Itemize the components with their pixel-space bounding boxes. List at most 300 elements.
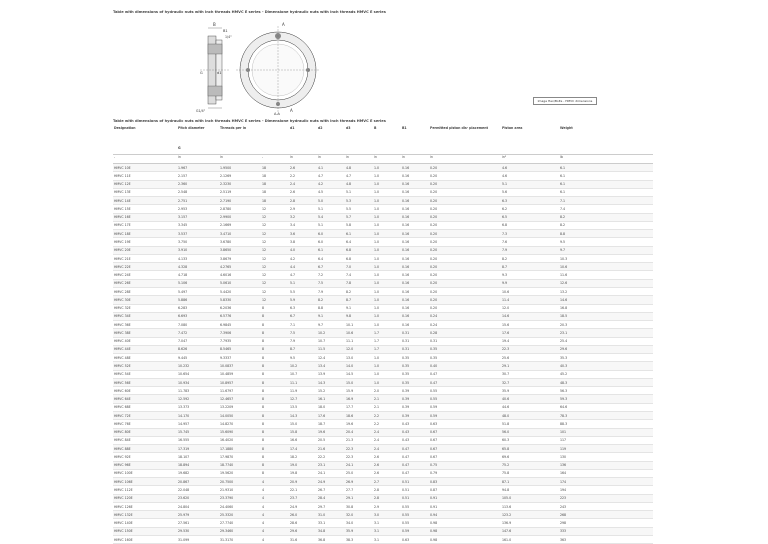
table-cell: 7.9	[501, 246, 559, 254]
table-cell: 6.693	[177, 312, 219, 320]
table-cell: 1.0	[373, 304, 401, 312]
table-cell: 12.4657	[219, 395, 261, 403]
table-cell: 0.16	[401, 197, 429, 205]
table-cell: 1.0	[373, 321, 401, 329]
sub-5	[317, 146, 345, 155]
table-cell: 23.1	[317, 461, 345, 469]
table-cell: 0.20	[429, 238, 501, 246]
table-cell: 18	[261, 164, 289, 172]
table-row	[113, 197, 653, 205]
table-row	[113, 205, 653, 213]
table-cell: 16.4020	[219, 436, 261, 444]
table-cell: 8	[261, 403, 289, 411]
label-G: G	[200, 71, 203, 75]
row-designation: HMVC 34E	[113, 312, 177, 320]
table-row	[113, 188, 653, 196]
table-cell: 4.6	[501, 172, 559, 180]
table-cell: 29.1	[501, 362, 559, 370]
table-cell: 0.40	[429, 362, 501, 370]
table-cell: 14.3	[317, 378, 345, 386]
table-cell: 5.7	[345, 213, 373, 221]
table-cell: 7.2	[317, 271, 345, 279]
table-cell: 0.20	[429, 287, 501, 295]
table-cell: 14.957	[177, 420, 219, 428]
table-cell: 31.3170	[219, 535, 261, 543]
table-cell: 3.910	[177, 246, 219, 254]
table-row	[113, 321, 653, 329]
table-cell: 14.0050	[219, 411, 261, 419]
table-row	[113, 337, 653, 345]
table-cell: 23.1	[559, 329, 653, 337]
table-row	[113, 387, 653, 395]
table-cell: 11.783	[177, 387, 219, 395]
table-cell: 19.682	[177, 469, 219, 477]
table-cell: 20.867	[177, 478, 219, 486]
table-cell: 75.2	[501, 461, 559, 469]
table-cell: 0.67	[429, 436, 501, 444]
table-cell: 31.099	[177, 535, 219, 543]
table-cell: 25.3320	[219, 511, 261, 519]
table-cell: 6.4	[345, 238, 373, 246]
table-cell: 18.6	[345, 411, 373, 419]
table-cell: 0.20	[429, 188, 501, 196]
table-cell: 16.555	[177, 436, 219, 444]
row-designation: HMVC 38E	[113, 329, 177, 337]
label-B: B	[213, 22, 216, 27]
table-cell: 8	[261, 411, 289, 419]
table-cell: 6.1	[559, 164, 653, 172]
col-threads: Threads per in	[220, 126, 247, 130]
table-cell: 136	[559, 461, 653, 469]
table-cell: 0.24	[429, 312, 501, 320]
table-cell: 0.39	[401, 387, 429, 395]
table-cell: 10.3	[559, 254, 653, 262]
row-designation: HMVC 44E	[113, 345, 177, 353]
table-cell: 1.0	[373, 221, 401, 229]
table-cell: 3.4710	[219, 230, 261, 238]
table-cell: 5.5	[289, 287, 317, 295]
table-cell: 15.0	[345, 378, 373, 386]
table-cell: 0.16	[401, 188, 429, 196]
table-cell: 0.31	[401, 337, 429, 345]
table-cell: 2.3230	[219, 180, 261, 188]
table-cell: 0.16	[401, 205, 429, 213]
row-designation: HMVC 30E	[113, 296, 177, 304]
table-cell: 8	[261, 387, 289, 395]
table-cell: 1.0	[373, 230, 401, 238]
table-cell: 5.0	[317, 197, 345, 205]
row-designation: HMVC 54E	[113, 370, 177, 378]
table-cell: 0.20	[429, 180, 501, 188]
table-row	[113, 469, 653, 477]
table-cell: 1.7	[373, 345, 401, 353]
table-cell: 1.0	[373, 164, 401, 172]
col-admissible: Permitted piston dis- placement	[430, 126, 489, 130]
table-cell: 2.8	[289, 197, 317, 205]
table-cell: 12.0	[501, 304, 559, 312]
row-designation: HMVC 48E	[113, 354, 177, 362]
table-cell: 0.47	[401, 469, 429, 477]
table-cell: 0.39	[401, 403, 429, 411]
table-cell: 0.20	[429, 221, 501, 229]
table-cell: 0.35	[401, 378, 429, 386]
table-cell: 2.4	[373, 445, 401, 453]
table-cell: 5.497	[177, 287, 219, 295]
table-cell: 17.7	[345, 403, 373, 411]
table-cell: 0.20	[429, 164, 501, 172]
table-cell: 0.94	[429, 511, 501, 519]
table-cell: 10.6	[345, 329, 373, 337]
table-cell: 21.3	[345, 436, 373, 444]
table-cell: 26.0	[289, 511, 317, 519]
table-cell: 6.7	[289, 312, 317, 320]
unit-0: -	[113, 155, 177, 164]
label-B1: B1	[223, 29, 228, 33]
table-cell: 9.445	[177, 354, 219, 362]
table-cell: 0.20	[429, 197, 501, 205]
table-cell: 6.9845	[219, 321, 261, 329]
table-cell: 4.1	[317, 164, 345, 172]
table-cell: 29.6	[559, 345, 653, 353]
label-thread2: G1/4"	[196, 109, 206, 113]
table-cell: 16.8	[559, 304, 653, 312]
table-cell: 5.4	[317, 213, 345, 221]
table-cell: 33.1	[317, 519, 345, 527]
table-cell: 6.283	[177, 304, 219, 312]
table-cell: 6.4	[317, 254, 345, 262]
row-designation: HMVC 13E	[113, 188, 177, 196]
table-cell: 88.3	[559, 420, 653, 428]
table-cell: 11.9	[289, 387, 317, 395]
table-cell: 0.55	[429, 395, 501, 403]
table-cell: 0.20	[429, 230, 501, 238]
table-cell: 10.232	[177, 362, 219, 370]
table-cell: 0.43	[401, 420, 429, 428]
table-cell: 18	[261, 172, 289, 180]
label-d1: d1	[217, 71, 222, 75]
table-cell: 0.59	[429, 411, 501, 419]
table-cell: 36.8	[317, 535, 345, 543]
unit-6: in	[345, 155, 373, 164]
table-cell: 8	[261, 329, 289, 337]
table-cell: 5.5	[345, 205, 373, 213]
table-row	[113, 370, 653, 378]
table-cell: 7.3	[501, 230, 559, 238]
col-d3: d3	[346, 126, 351, 130]
table-cell: 0.47	[429, 370, 501, 378]
table-cell: 65.8	[501, 445, 559, 453]
table-cell: 15.2	[317, 387, 345, 395]
table-row	[113, 304, 653, 312]
table-cell: 10.1	[345, 321, 373, 329]
table-cell: 24.4060	[219, 502, 261, 510]
table-cell: 6.1	[345, 230, 373, 238]
table-cell: 0.67	[429, 428, 501, 436]
table-cell: 1.0	[373, 263, 401, 271]
table-cell: 0.59	[401, 527, 429, 535]
table-cell: 0.28	[429, 329, 501, 337]
table-cell: 27.7740	[219, 519, 261, 527]
table-cell: 0.39	[401, 411, 429, 419]
table-cell: 29.3460	[219, 527, 261, 535]
table-cell: 48.0	[501, 411, 559, 419]
label-A-bottom: A	[290, 108, 293, 113]
table-cell: 6.1	[559, 172, 653, 180]
col-weight: Weight	[560, 126, 573, 130]
table-cell: 21.9310	[219, 486, 261, 494]
table-cell: 12	[261, 279, 289, 287]
table-cell: 23.3790	[219, 494, 261, 502]
table-cell: 3.157	[177, 213, 219, 221]
table-cell: 24.1	[345, 461, 373, 469]
table-cell: 1.0	[373, 246, 401, 254]
table-cell: 0.35	[429, 345, 501, 353]
table-cell: 4.718	[177, 271, 219, 279]
table-cell: 22.2	[317, 453, 345, 461]
table-cell: 4	[261, 494, 289, 502]
table-cell: 45.2	[559, 370, 653, 378]
table-cell: 12	[261, 213, 289, 221]
table-cell: 1.0	[373, 370, 401, 378]
table-cell: 0.20	[429, 304, 501, 312]
table-cell: 8	[261, 428, 289, 436]
table-cell: 7.1	[289, 321, 317, 329]
sub-11	[559, 146, 653, 155]
table-cell: 12	[261, 246, 289, 254]
table-cell: 44.6	[501, 403, 559, 411]
table-cell: 4	[261, 478, 289, 486]
table-cell: 4.8	[345, 180, 373, 188]
table-cell: 13.4	[317, 362, 345, 370]
table-cell: 23.620	[177, 494, 219, 502]
table-cell: 22.3	[345, 453, 373, 461]
table-cell: 0.31	[401, 329, 429, 337]
table-cell: 11.5	[317, 345, 345, 353]
table-cell: 0.16	[401, 321, 429, 329]
table-cell: 1.0	[373, 180, 401, 188]
table-cell: 6.1	[317, 246, 345, 254]
table-cell: 7.0	[345, 263, 373, 271]
table-cell: 0.51	[401, 494, 429, 502]
table-cell: 10.654	[177, 370, 219, 378]
table-cell: 17.319	[177, 445, 219, 453]
table-cell: 30.7	[501, 370, 559, 378]
table-row	[113, 461, 653, 469]
table-cell: 23.7	[289, 494, 317, 502]
row-designation: HMVC 20E	[113, 246, 177, 254]
col-B1: B1	[402, 126, 407, 130]
table-cell: 1.0	[373, 213, 401, 221]
table-cell: 18	[261, 180, 289, 188]
table-cell: 27.7	[345, 486, 373, 494]
table-cell: 8.8	[317, 304, 345, 312]
table-row	[113, 180, 653, 188]
table-cell: 14.3	[289, 411, 317, 419]
table-cell: 9.3337	[219, 354, 261, 362]
table-cell: 6.7	[317, 263, 345, 271]
row-designation: HMVC 24E	[113, 271, 177, 279]
table-cell: 8.5465	[219, 345, 261, 353]
table-cell: 32.7	[501, 378, 559, 386]
table-cell: 21.6	[317, 445, 345, 453]
table-cell: 34.0	[345, 519, 373, 527]
table-cell: 18.7	[317, 420, 345, 428]
table-cell: 15.0	[289, 420, 317, 428]
table-cell: 5.886	[177, 296, 219, 304]
table-row	[113, 164, 653, 172]
col-B: B	[374, 126, 377, 130]
table-cell: 1.0	[373, 254, 401, 262]
table-cell: 0.16	[401, 172, 429, 180]
table-row	[113, 445, 653, 453]
table-cell: 5.106	[177, 279, 219, 287]
col-pitch: Pitch diameter	[178, 126, 205, 130]
table-cell: 4.8	[345, 164, 373, 172]
table-cell: 10.2	[317, 329, 345, 337]
table-row	[113, 172, 653, 180]
table-cell: 1.967	[177, 164, 219, 172]
table-cell: 2.4	[289, 180, 317, 188]
table-row	[113, 354, 653, 362]
table-cell: 13.2	[559, 287, 653, 295]
unit-11: lb	[559, 155, 653, 164]
table-cell: 94.8	[501, 486, 559, 494]
table-cell: 2.8780	[219, 205, 261, 213]
table-cell: 8	[261, 362, 289, 370]
table-cell: 9.5	[289, 354, 317, 362]
table-cell: 14.6	[501, 312, 559, 320]
table-cell: 60.3	[501, 436, 559, 444]
table-cell: 0.63	[401, 535, 429, 543]
table-cell: 78.3	[559, 411, 653, 419]
table-cell: 298	[559, 519, 653, 527]
row-designation: HMVC 88E	[113, 445, 177, 453]
row-designation: HMVC 80E	[113, 428, 177, 436]
table-cell: 0.47	[429, 378, 501, 386]
unit-9: in	[429, 155, 501, 164]
sub-7	[373, 146, 401, 155]
table-cell: 0.16	[401, 304, 429, 312]
table-cell: 2.9	[373, 502, 401, 510]
table-cell: 1.0	[373, 188, 401, 196]
table-cell: 13.373	[177, 403, 219, 411]
table-cell: 268	[559, 511, 653, 519]
table-cell: 0.55	[401, 519, 429, 527]
table-cell: 0.16	[401, 279, 429, 287]
table-cell: 3.345	[177, 221, 219, 229]
table-cell: 0.47	[401, 453, 429, 461]
table-cell: 0.35	[429, 354, 501, 362]
row-designation: HMVC 36E	[113, 321, 177, 329]
table-cell: 18.2	[289, 453, 317, 461]
table-cell: 2.1	[373, 395, 401, 403]
table-cell: 56.3	[559, 387, 653, 395]
table-cell: 2.5119	[219, 188, 261, 196]
table-cell: 5.3	[345, 197, 373, 205]
table-cell: 5.0610	[219, 279, 261, 287]
table-cell: 6.8	[345, 246, 373, 254]
table-cell: 8	[261, 304, 289, 312]
table-cell: 8.2	[559, 221, 653, 229]
row-designation: HMVC 22E	[113, 263, 177, 271]
table-cell: 24.1	[317, 469, 345, 477]
table-cell: 11.1	[345, 337, 373, 345]
table-cell: 0.31	[429, 337, 501, 345]
table-cell: 5.1	[345, 188, 373, 196]
figure-caption: Image Hex/Bolts - HMVC dimensions	[533, 97, 597, 105]
table-cell: 3.1	[373, 519, 401, 527]
table-cell: 20.5	[317, 436, 345, 444]
table-cell: 35.9	[501, 387, 559, 395]
table-cell: 18.894	[177, 461, 219, 469]
sub-3	[261, 146, 289, 155]
unit-7: in	[373, 155, 401, 164]
table-cell: 22.3	[501, 345, 559, 353]
table-cell: 29.530	[177, 527, 219, 535]
table-cell: 1.0	[373, 238, 401, 246]
table-cell: 8	[261, 337, 289, 345]
table-cell: 0.35	[401, 362, 429, 370]
table-cell: 4	[261, 535, 289, 543]
table-row	[113, 213, 653, 221]
table-cell: 27.561	[177, 519, 219, 527]
col-d2: d2	[318, 126, 323, 130]
table-cell: 87.1	[501, 478, 559, 486]
table-cell: 17.9870	[219, 453, 261, 461]
table-cell: 8	[261, 354, 289, 362]
table-cell: 8	[261, 345, 289, 353]
table-cell: 174	[559, 478, 653, 486]
table-cell: 10.6	[559, 263, 653, 271]
table-cell: 0.20	[429, 205, 501, 213]
table-cell: 0.91	[429, 494, 501, 502]
row-designation: HMVC 32E	[113, 304, 177, 312]
row-designation: HMVC 14E	[113, 197, 177, 205]
row-designation: HMVC 56E	[113, 378, 177, 386]
table-cell: 0.16	[401, 312, 429, 320]
sub-10	[501, 146, 559, 155]
table-cell: 2.6	[373, 469, 401, 477]
table-row	[113, 296, 653, 304]
table-cell: 117	[559, 436, 653, 444]
table-cell: 105.0	[501, 494, 559, 502]
table-cell: 12	[261, 271, 289, 279]
table-cell: 1.0	[373, 296, 401, 304]
table-cell: 34.8	[317, 527, 345, 535]
table-cell: 4.7	[345, 172, 373, 180]
table-cell: 19.8	[289, 469, 317, 477]
table-row	[113, 436, 653, 444]
table-row	[113, 395, 653, 403]
table-cell: 8.7	[501, 263, 559, 271]
table-cell: 1.0	[373, 279, 401, 287]
table-cell: 0.87	[429, 486, 501, 494]
table-cell: 0.39	[401, 395, 429, 403]
table-cell: 1.0	[373, 197, 401, 205]
table-cell: 2.6	[289, 188, 317, 196]
table-cell: 12	[261, 254, 289, 262]
table-cell: 10.7	[317, 337, 345, 345]
table-cell: 18	[261, 197, 289, 205]
table-cell: 0.16	[401, 263, 429, 271]
table-row	[113, 279, 653, 287]
table-cell: 17.4	[289, 445, 317, 453]
table-row	[113, 453, 653, 461]
table-cell: 18.0	[317, 403, 345, 411]
table-cell: 2.7	[373, 478, 401, 486]
table-cell: 26.9	[345, 478, 373, 486]
table-cell: 6.3	[289, 304, 317, 312]
